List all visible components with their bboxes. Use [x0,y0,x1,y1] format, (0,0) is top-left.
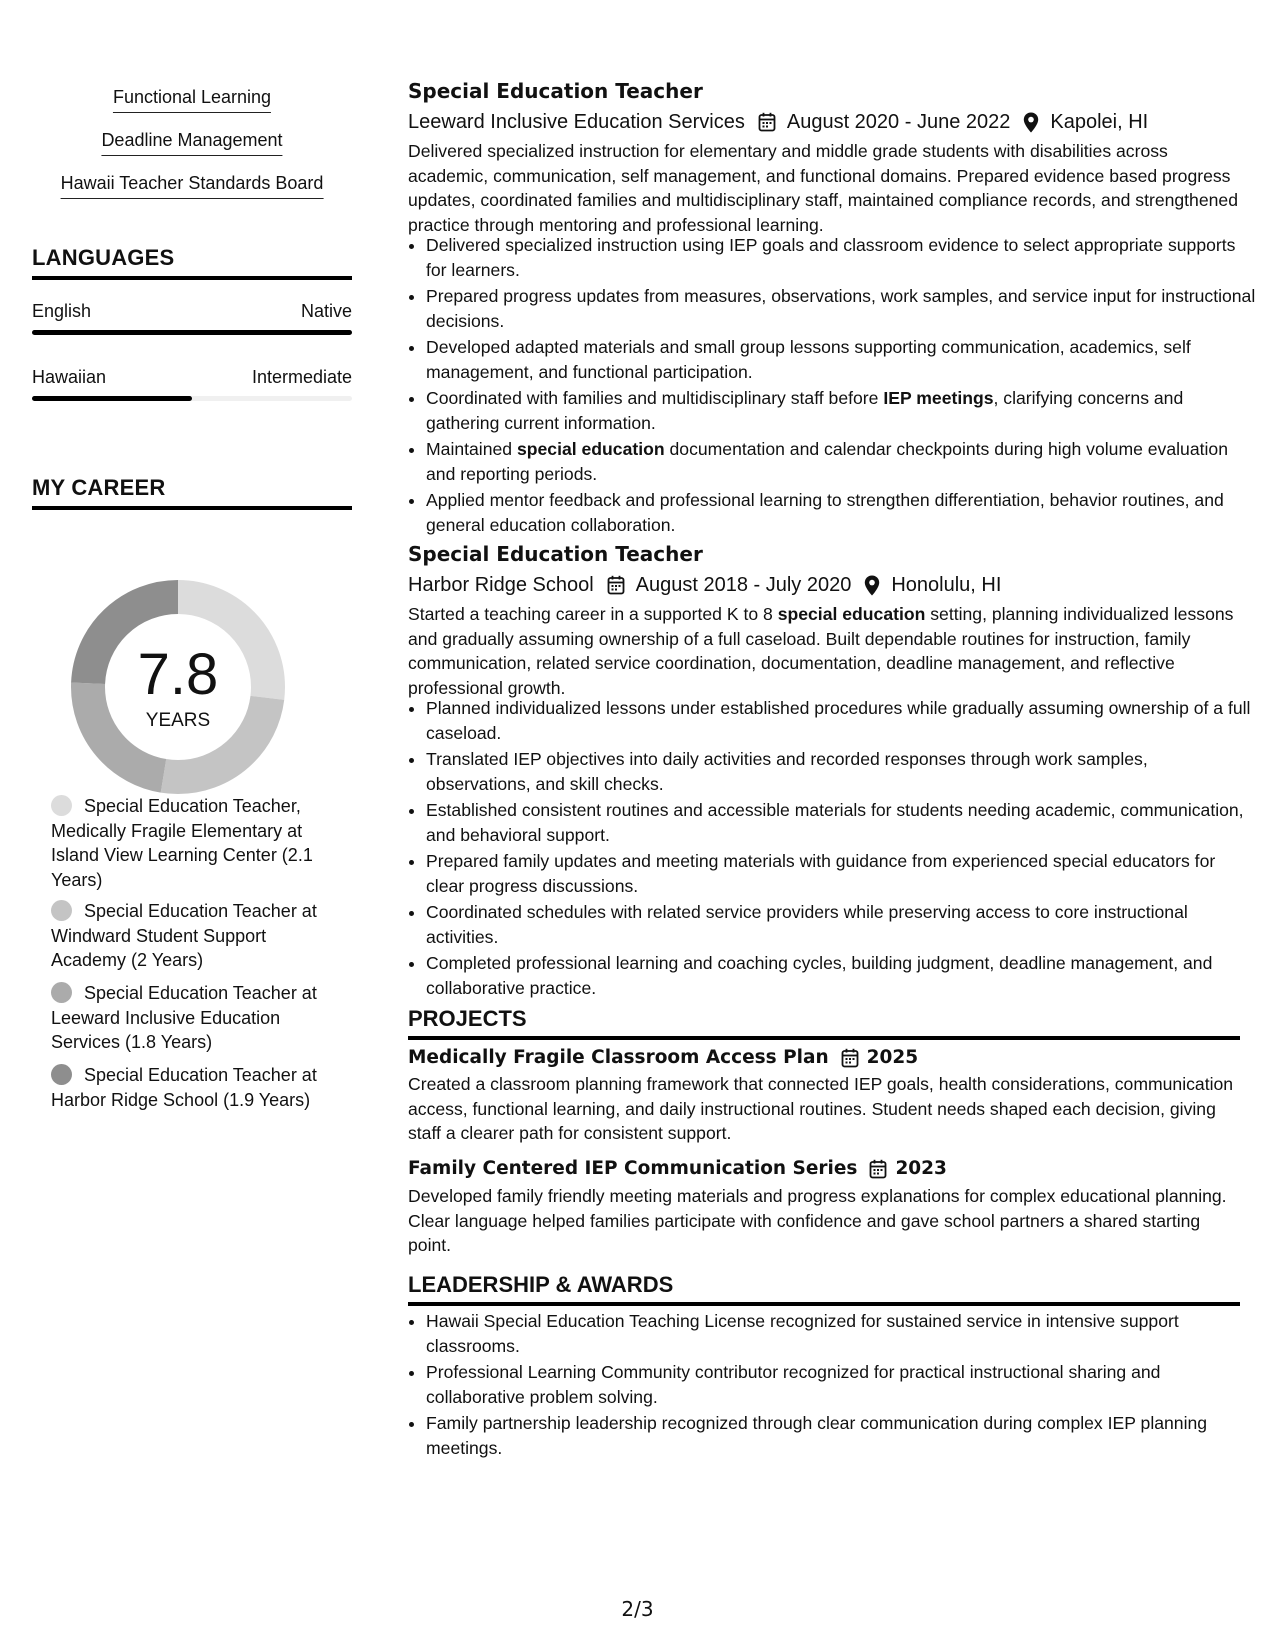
job-bullet: • Delivered specialized instruction using IEP goals and classroom evidence to select appropriate supports for learners. [426,233,1256,282]
awards-list [408,1309,1256,1462]
job-location: Honolulu, HI [891,574,1002,596]
career-legend-item [51,899,341,973]
language-level: Intermediate [251,367,352,387]
job-dates: August 2020 - June 2022 [786,111,1011,133]
project-title: Family Centered IEP Communication Series [408,1158,858,1179]
career-legend-item [51,1063,341,1112]
job-summary: Started a teaching career in a supported K to 8 special education setting, planning individualized lessons and gradually assuming ownership of a full caseload. Built dependable routines for instruction, family communication, related service coordination, documentation, deadline management, and reflective professional growth. [408,604,1234,698]
job-bullet: • Planned individualized lessons under established procedures while gradually assuming ownership of a full caseload. [426,696,1256,745]
map-pin-icon [1023,112,1039,133]
page-number: 2/3 [621,1597,654,1621]
job-bullet: • Completed professional learning and coaching cycles, building judgment, deadline management, and collaborative practice. [426,951,1256,1000]
project-title-row [408,1156,947,1182]
job-bullet: • Established consistent routines and accessible materials for students needing academic, communication, and behavioral support. [426,798,1256,847]
project-year: 2025 [866,1047,919,1068]
legend-dot [51,1064,72,1085]
language-name: Hawaiian [32,367,107,387]
skill-tag: Deadline Management [101,129,282,156]
job-bullet: • Translated IEP objectives into daily activities and recorded responses through work samples, observations, and skill checks. [426,747,1256,796]
project-description: Developed family friendly meeting materials and progress explanations for complex educational planning. Clear language helped families participate with confidence and gave school partners a shared starting point. [408,1186,1227,1255]
job-bullet: • Prepared family updates and meeting materials with guidance from experienced special educators for clear progress discussions. [426,849,1256,898]
job-bullets [408,696,1256,1002]
calendar-icon [869,1159,887,1179]
project-title-row [408,1045,918,1071]
job-bullet: • Coordinated with families and multidisciplinary staff before IEP meetings, clarifying concerns and gathering current information. [426,386,1256,435]
career-unit: YEARS [145,710,211,731]
job-bullet: • Prepared progress updates from measures, observations, work samples, and service input for instructional decisions. [426,284,1256,333]
career-legend-item [51,794,341,892]
job-title: Special Education Teacher [408,542,703,566]
job-location: Kapolei, HI [1050,111,1149,133]
job-meta [408,572,1001,598]
job-company: Harbor Ridge School [408,574,594,596]
project-year: 2023 [895,1158,947,1179]
career-heading: MY CAREER [32,475,352,510]
projects-heading: PROJECTS [408,1006,1240,1040]
career-legend-item [51,981,341,1055]
career-legend-label: Special Education Teacher, Medically Fragile Elementary at Island View Learning Center (2.1 Years) [51,796,313,890]
job-title: Special Education Teacher [408,79,703,103]
calendar-icon [841,1048,859,1068]
skill-tag: Hawaii Teacher Standards Board [61,172,324,199]
job-bullet: • Coordinated schedules with related service providers while preserving access to core instructional activities. [426,900,1256,949]
career-legend-label: Special Education Teacher at Leeward Inclusive Education Services (1.8 Years) [51,983,317,1052]
award-item: • Family partnership leadership recognized through clear communication during complex IEP planning meetings. [426,1411,1256,1460]
language-name: English [32,301,92,321]
award-item: • Hawaii Special Education Teaching License recognized for sustained service in intensive support classrooms. [426,1309,1256,1358]
legend-dot [51,982,72,1003]
career-donut-chart [66,575,290,799]
language-level: Native [300,301,352,321]
map-pin-icon [864,575,880,596]
awards-heading: LEADERSHIP & AWARDS [408,1272,1240,1306]
calendar-icon [607,575,625,595]
skill-tag: Functional Learning [113,86,271,113]
job-meta [408,109,1148,135]
award-item: • Professional Learning Community contributor recognized for practical instructional sharing and collaborative problem solving. [426,1360,1256,1409]
job-dates: August 2018 - July 2020 [635,574,852,596]
language-bar-fill [32,396,192,401]
career-legend-label: Special Education Teacher at Harbor Ridge School (1.9 Years) [51,1065,317,1110]
job-bullet: • Developed adapted materials and small group lessons supporting communication, academics, self management, and functional participation. [426,335,1256,384]
language-bar [32,396,352,401]
job-company: Leeward Inclusive Education Services [408,111,745,133]
language-bar [32,330,352,335]
languages-heading: LANGUAGES [32,245,352,280]
calendar-icon [758,112,776,132]
job-bullets [408,233,1256,539]
job-bullet: • Maintained special education documentation and calendar checkpoints during high volume evaluation and reporting periods. [426,437,1256,486]
language-bar-fill [32,330,352,335]
project-description: Created a classroom planning framework that connected IEP goals, health considerations, communication access, functional learning, and daily instructional routines. Student needs shaped each decision, giving staff a clearer path for consistent support. [408,1074,1234,1143]
job-summary: Delivered specialized instruction for elementary and middle grade students with disabilities across academic, communication, self management, and functional domains. Prepared evidence based progress updates, coordinated families and multidisciplinary staff, maintained compliance records, and strengthened practice through mentoring and professional learning. [408,141,1238,235]
project-title: Medically Fragile Classroom Access Plan [408,1047,829,1068]
career-legend-label: Special Education Teacher at Windward Student Support Academy (2 Years) [51,901,317,970]
legend-dot [51,900,72,921]
legend-dot [51,795,72,816]
job-bullet: • Applied mentor feedback and professional learning to strengthen differentiation, behavior routines, and general education collaboration. [426,488,1256,537]
career-total: 7.8 [137,642,219,707]
